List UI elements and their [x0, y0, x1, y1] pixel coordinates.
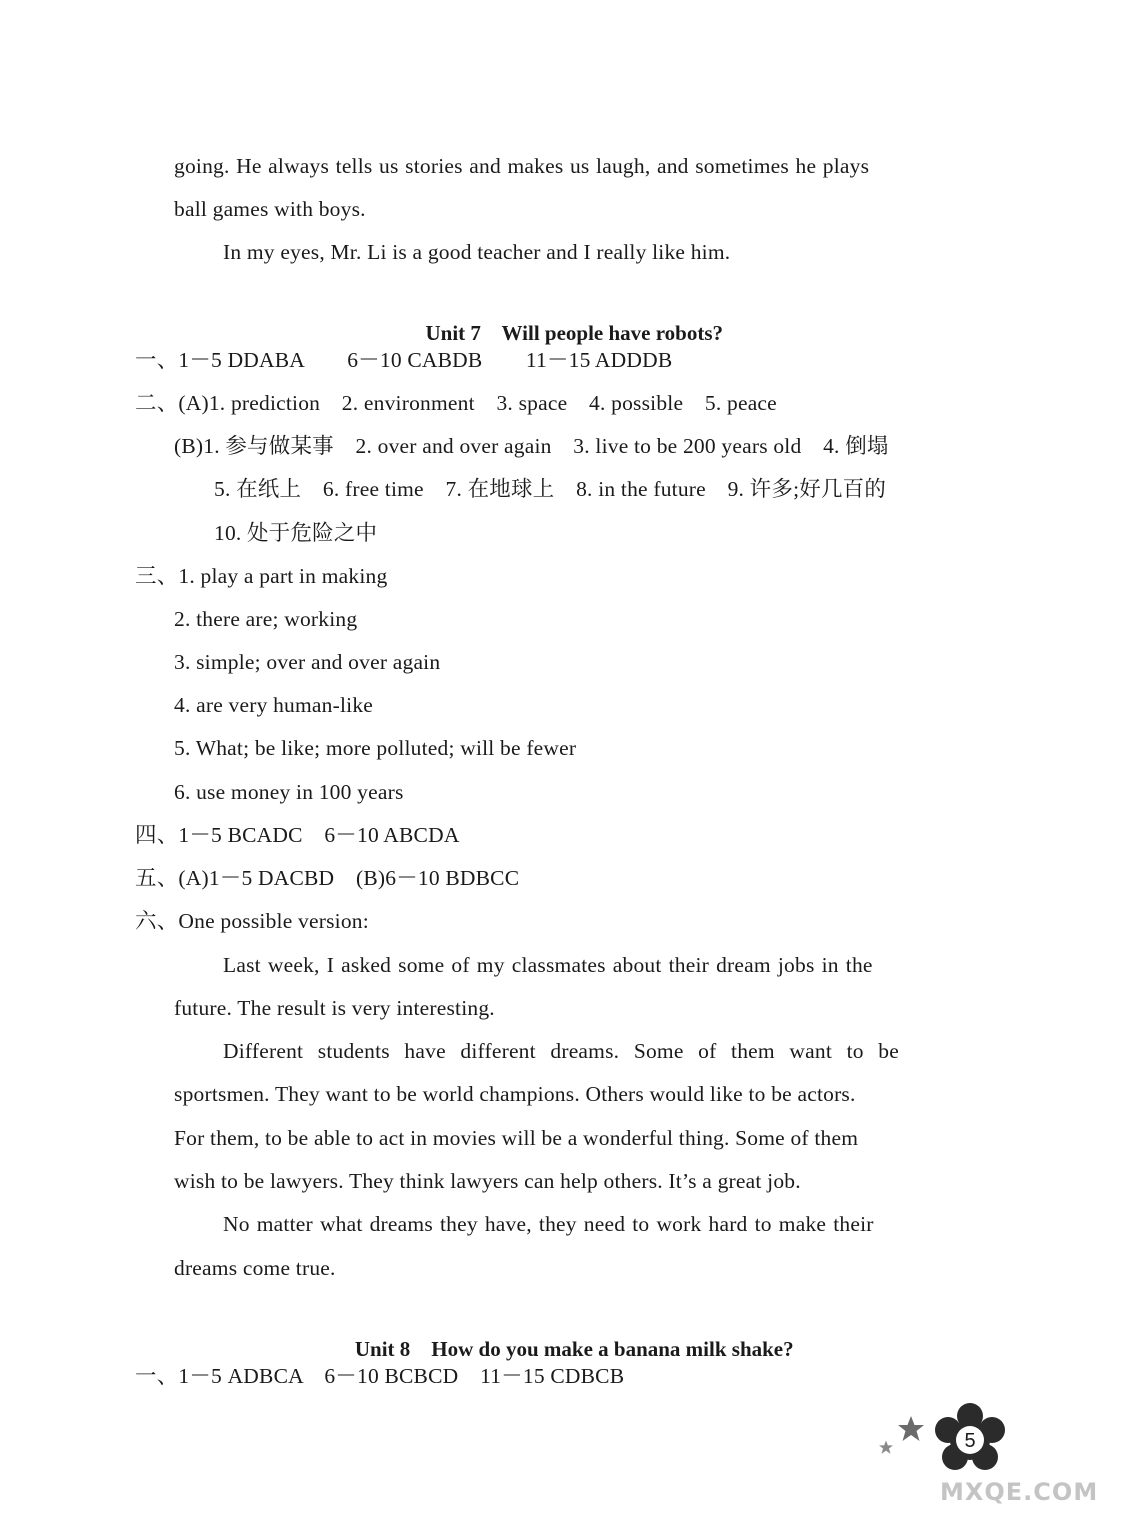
unit7-section-4: 四、1－5 BCADC 6－10 ABCDA [135, 823, 460, 847]
unit8-section-1: 一、1－5 ADBCA 6－10 BCBCD 11－15 CDBCB [135, 1364, 625, 1388]
unit7-section-2b-line-2: 5. 在纸上 6. free time 7. 在地球上 8. in the future 9. 许多;好几百的 [214, 477, 887, 501]
small-star-icon [896, 1415, 926, 1445]
unit8-heading [4, 1312, 1130, 1362]
unit7-section-5: 五、(A)1－5 DACBD (B)6－10 BDBCC [135, 866, 520, 890]
unit7-section-6-label: 六、One possible version: [135, 909, 369, 933]
page-number-badge [930, 1400, 1010, 1480]
unit8-label: Unit 8 [354, 1337, 411, 1361]
intro-line-1: going. He always tells us stories and makes us laugh, and sometimes he plays [174, 154, 870, 178]
unit7-label: Unit 7 [425, 321, 481, 345]
unit7-section-3-item-5: 5. What; be like; more polluted; will be fewer [174, 736, 577, 760]
unit7-section-2b-line-3: 10. 处于危险之中 [214, 521, 378, 545]
unit7-section-3-item-6: 6. use money in 100 years [174, 780, 404, 804]
intro-line-2: ball games with boys. [174, 197, 366, 221]
unit7-section-3-item-4: 4. are very human-like [174, 693, 374, 717]
essay-line-4: sportsmen. They want to be world champions. Others would like to be actors. [174, 1082, 856, 1106]
tiny-star-icon [878, 1440, 894, 1456]
unit8-title: How do you make a banana milk shake? [431, 1337, 794, 1361]
unit7-section-3-item-3: 3. simple; over and over again [174, 650, 441, 674]
essay-line-1: Last week, I asked some of my classmates about their dream jobs in the [223, 953, 873, 977]
essay-line-7: No matter what dreams they have, they need to work hard to make their [223, 1212, 874, 1236]
unit7-section-1: 一、1－5 DDABA 6－10 CABDB 11－15 ADDDB [135, 348, 673, 372]
intro-line-3: In my eyes, Mr. Li is a good teacher and I really like him. [223, 240, 731, 264]
essay-line-2: future. The result is very interesting. [174, 996, 495, 1020]
page-number: 5 [964, 1430, 976, 1452]
unit7-section-2b-line-1: (B)1. 参与做某事 2. over and over again 3. live to be 200 years old 4. 倒塌 [174, 434, 889, 458]
unit7-section-3-item-2: 2. there are; working [174, 607, 358, 631]
unit7-section-3-item-1: 三、1. play a part in making [135, 564, 388, 588]
watermark-text: MXQE.COM [940, 1478, 1099, 1506]
unit7-section-2a: 二、(A)1. prediction 2. environment 3. space 4. possible 5. peace [135, 391, 777, 415]
unit7-heading [4, 296, 1130, 346]
essay-line-3: Different students have different dreams. Some of them want to be [223, 1039, 899, 1063]
essay-line-6: wish to be lawyers. They think lawyers can help others. It’s a great job. [174, 1169, 801, 1193]
unit7-title: Will people have robots? [501, 321, 724, 345]
essay-line-5: For them, to be able to act in movies will be a wonderful thing. Some of them [174, 1126, 859, 1150]
essay-line-8: dreams come true. [174, 1256, 336, 1280]
